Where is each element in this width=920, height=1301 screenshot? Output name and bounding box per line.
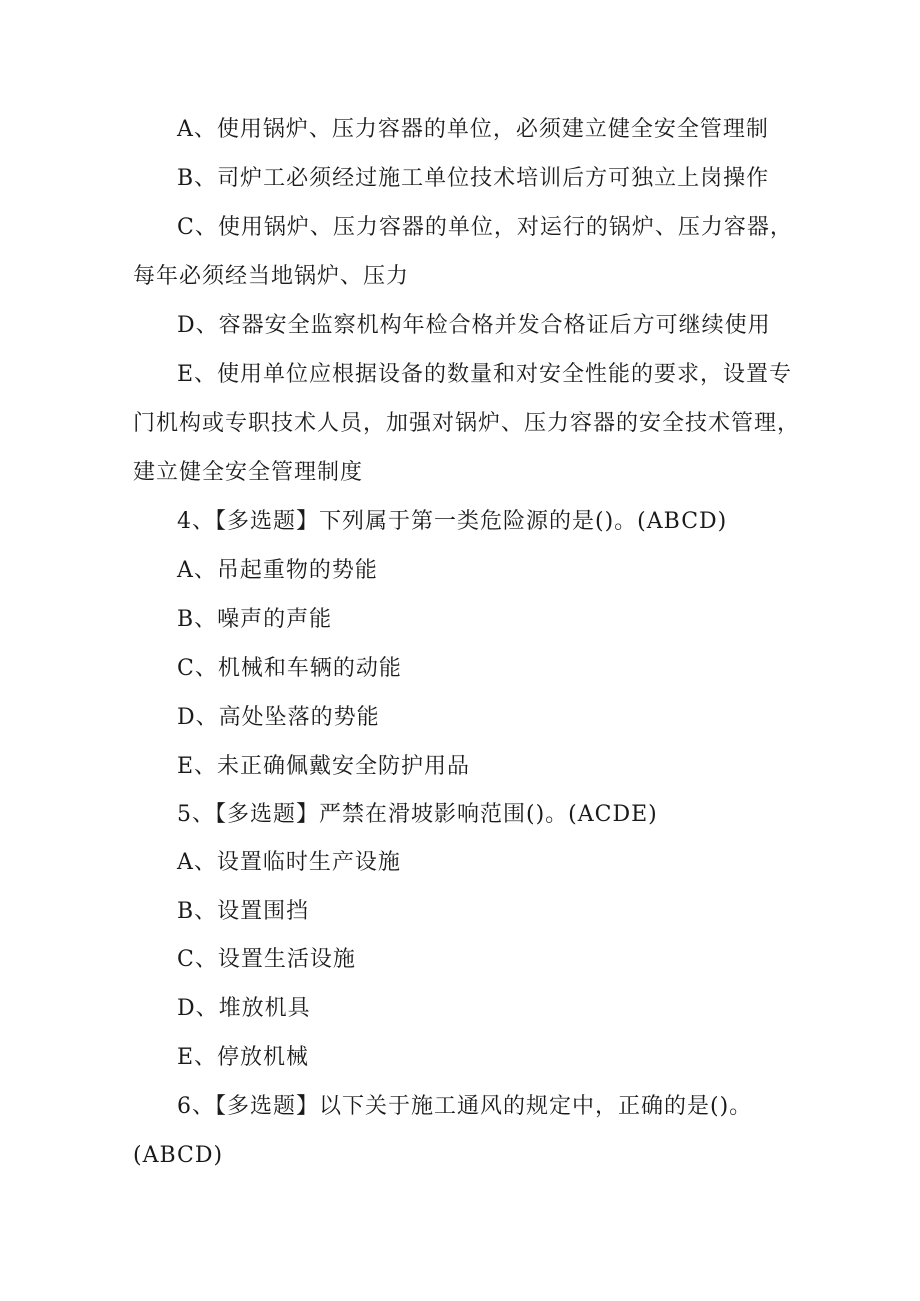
q5-option: E、停放机械	[177, 1045, 310, 1070]
q5-option: A、设置临时生产设施	[177, 850, 401, 875]
q3-option-a: A、使用锅炉、压力容器的单位，必须建立健全安全管理制	[177, 117, 769, 142]
q3-option-b: B、司炉工必须经过施工单位技术培训后方可独立上岗操作	[177, 166, 770, 191]
q6-title-line1: 6、【多选题】以下关于施工通风的规定中，正确的是()。	[177, 1094, 753, 1119]
q3-option-e-line2: 门机构或专职技术人员，加强对锅炉、压力容器的安全技术管理，	[133, 411, 801, 436]
q5-option: B、设置围挡	[177, 899, 310, 924]
q3-option-c-line1: C、使用锅炉、压力容器的单位，对运行的锅炉、压力容器，	[177, 215, 793, 240]
q5-option: D、堆放机具	[177, 996, 311, 1021]
q4-option: C、机械和车辆的动能	[177, 656, 402, 681]
q4-option: D、高处坠落的势能	[177, 705, 380, 730]
q4-title: 4、【多选题】下列属于第一类危险源的是()。(ABCD)	[177, 509, 728, 534]
q4-option: E、未正确佩戴安全防护用品	[177, 754, 471, 779]
q5-title: 5、【多选题】严禁在滑坡影响范围()。(ACDE)	[177, 802, 658, 827]
q3-option-d: D、容器安全监察机构年检合格并发合格证后方可继续使用	[177, 313, 771, 338]
q3-option-e-line3: 建立健全安全管理制度	[133, 460, 364, 485]
q3-option-e-line1: E、使用单位应根据设备的数量和对安全性能的要求，设置专	[177, 362, 793, 387]
q4-option: B、噪声的声能	[177, 607, 333, 632]
q3-option-c-line2: 每年必须经当地锅炉、压力	[133, 264, 410, 289]
q5-option: C、设置生活设施	[177, 947, 356, 972]
q4-option: A、吊起重物的势能	[177, 558, 378, 583]
q6-title-line2: (ABCD)	[133, 1143, 224, 1168]
